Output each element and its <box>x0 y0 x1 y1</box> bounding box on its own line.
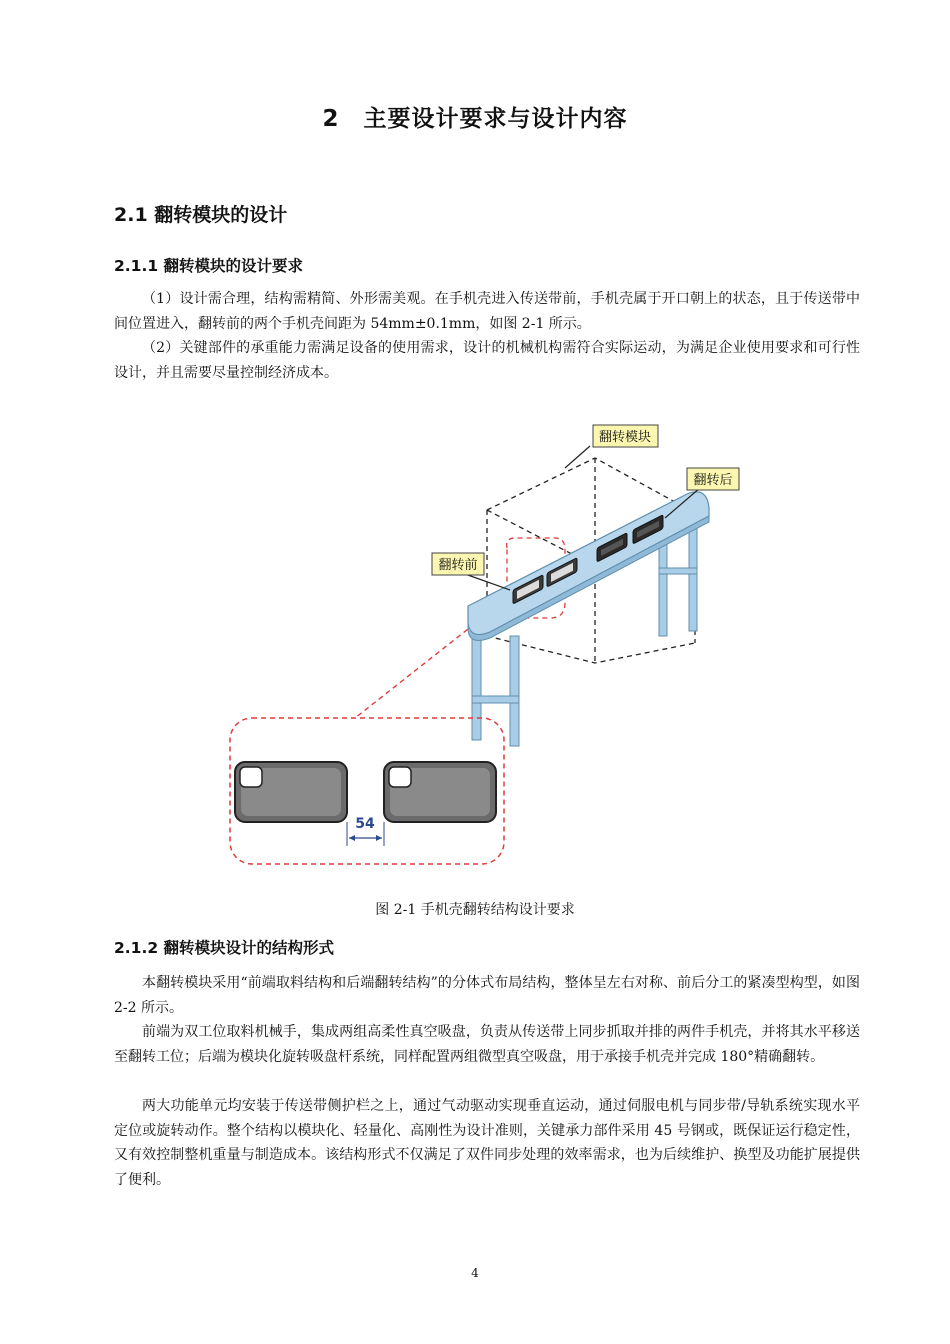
phone-case-left <box>235 762 347 822</box>
paragraph-2: （2）关键部件的承重能力需满足设备的使用需求，设计的机械机构需符合实际运动，为满足企业使用要求和可行性设计，并且需要尽量控制经济成本。 <box>114 340 860 381</box>
label-module-text: 翻转模块 <box>598 430 652 445</box>
paragraph-3: 本翻转模块采用“前端取料结构和后端翻转结构”的分体式布局结构，整体呈左右对称、前后分工的紧凑型构型，如图 2-2 所示。 <box>114 975 860 1016</box>
chapter-title: 2 主要设计要求与设计内容 <box>322 106 628 132</box>
subsection-heading-1: 2.1.1 翻转模块的设计要求 <box>114 257 304 275</box>
label-after <box>687 468 739 490</box>
module-leader-line <box>565 446 590 468</box>
label-module <box>593 425 658 447</box>
paragraph-4: 前端为双工位取料机械手，集成两组高柔性真空吸盘，负责从传送带上同步抓取并排的两件手机壳，并将其水平移送至翻转工位；后端为模块化旋转吸盘杆系统，同样配置两组微型真空吸盘，用于承接手机壳并完成 180°精确翻转。 <box>114 1024 860 1065</box>
flip-module-illustration <box>225 418 745 868</box>
section-heading: 2.1 翻转模块的设计 <box>114 204 288 226</box>
figure-caption: 图 2-1 手机壳翻转结构设计要求 <box>375 902 575 918</box>
conveyor-belt <box>468 492 709 635</box>
dimension-indicator <box>347 816 384 846</box>
label-after-text: 翻转后 <box>693 473 733 488</box>
label-before <box>432 553 484 575</box>
phone-case-right <box>384 762 496 822</box>
figure-2-1 <box>225 418 745 868</box>
paragraph-5: 两大功能单元均安装于传送带侧护栏之上，通过气动驱动实现垂直运动，通过伺服电机与同步带/导轨系统实现水平定位或旋转动作。整个结构以模块化、轻量化、高刚性为设计准则，关键承力部件采用 45 号钢或，既保证运行稳定性，又有效控制整机重量与制造成本。该结构形式不仅满足了双件同步处理的效率需求，也为后续维护、换型及功能扩展提供了便利。 <box>114 1098 860 1188</box>
label-before-text: 翻转前 <box>438 558 478 573</box>
dimension-value: 54 <box>355 816 375 832</box>
subsection-heading-2: 2.1.2 翻转模块设计的结构形式 <box>114 939 335 957</box>
paragraph-1: （1）设计需合理，结构需精简、外形需美观。在手机壳进入传送带前，手机壳属于开口朝上的状态，且于传送带中间位置进入，翻转前的两个手机壳间距为 54mm±0.1mm，如图 2-1 所示。 <box>114 291 860 332</box>
page-number: 4 <box>471 1266 479 1280</box>
